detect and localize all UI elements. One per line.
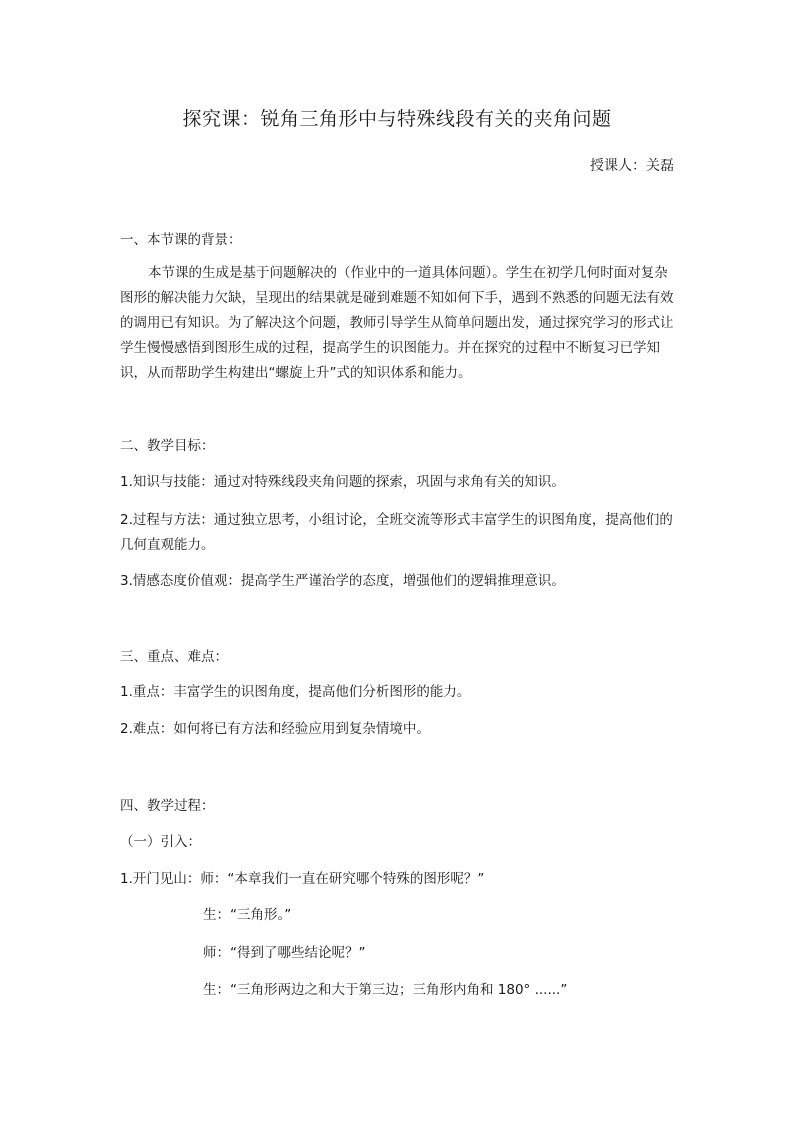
dialogue-line-1: 1.开门见山：师：“本章我们一直在研究哪个特殊的图形呢？”	[120, 871, 485, 887]
goal-item-2: 2.过程与方法：通过独立思考，小组讨论，全班交流等形式丰富学生的识图角度，提高他们的几何直观能力。	[120, 512, 673, 553]
section-heading-background: 一、本节课的背景：	[120, 232, 242, 248]
dialogue-line-3: 师：“得到了哪些结论呢？”	[203, 945, 366, 961]
key-point-item-2: 2.难点：如何将已有方法和经验应用到复杂情境中。	[120, 721, 430, 737]
dialogue-line-4: 生：“三角形两边之和大于第三边；三角形内角和 180° ......”	[203, 982, 568, 998]
goal-item-3: 3.情感态度价值观：提高学生严谨治学的态度，增强他们的逻辑推理意识。	[120, 573, 565, 589]
section-heading-key-points: 三、重点、难点：	[120, 649, 228, 665]
section-heading-goals: 二、教学目标：	[120, 438, 215, 454]
background-text: 本节课的生成是基于问题解决的（作业中的一道具体问题）。学生在初学几何时面对复杂图形的解决能力欠缺，呈现出的结果就是碰到难题不知如何下手，遇到不熟悉的问题无法有效的调用已有知识。为了解决这个问题，教师引导学生从简单问题出发，通过探究学习的形式让学生慢慢感悟到图形生成的过程，提高学生的识图能力。并在探究的过程中不断复习已学知识，从而帮助学生构建出“螺旋上升”式的知识体系和能力。	[120, 265, 674, 381]
key-point-item-1: 1.重点：丰富学生的识图角度，提高他们分析图形的能力。	[120, 684, 471, 700]
goal-item-1: 1.知识与技能：通过对特殊线段夹角问题的探索，巩固与求角有关的知识。	[120, 474, 565, 490]
dialogue-line-2: 生：“三角形。”	[203, 907, 292, 923]
background-paragraph	[120, 261, 680, 386]
page-title: 探究课：锐角三角形中与特殊线段有关的夹角问题	[182, 108, 612, 130]
author-line: 授课人：关磊	[590, 158, 674, 174]
process-subheading-intro: （一）引入：	[120, 834, 201, 850]
section-heading-process: 四、教学过程：	[120, 798, 215, 814]
